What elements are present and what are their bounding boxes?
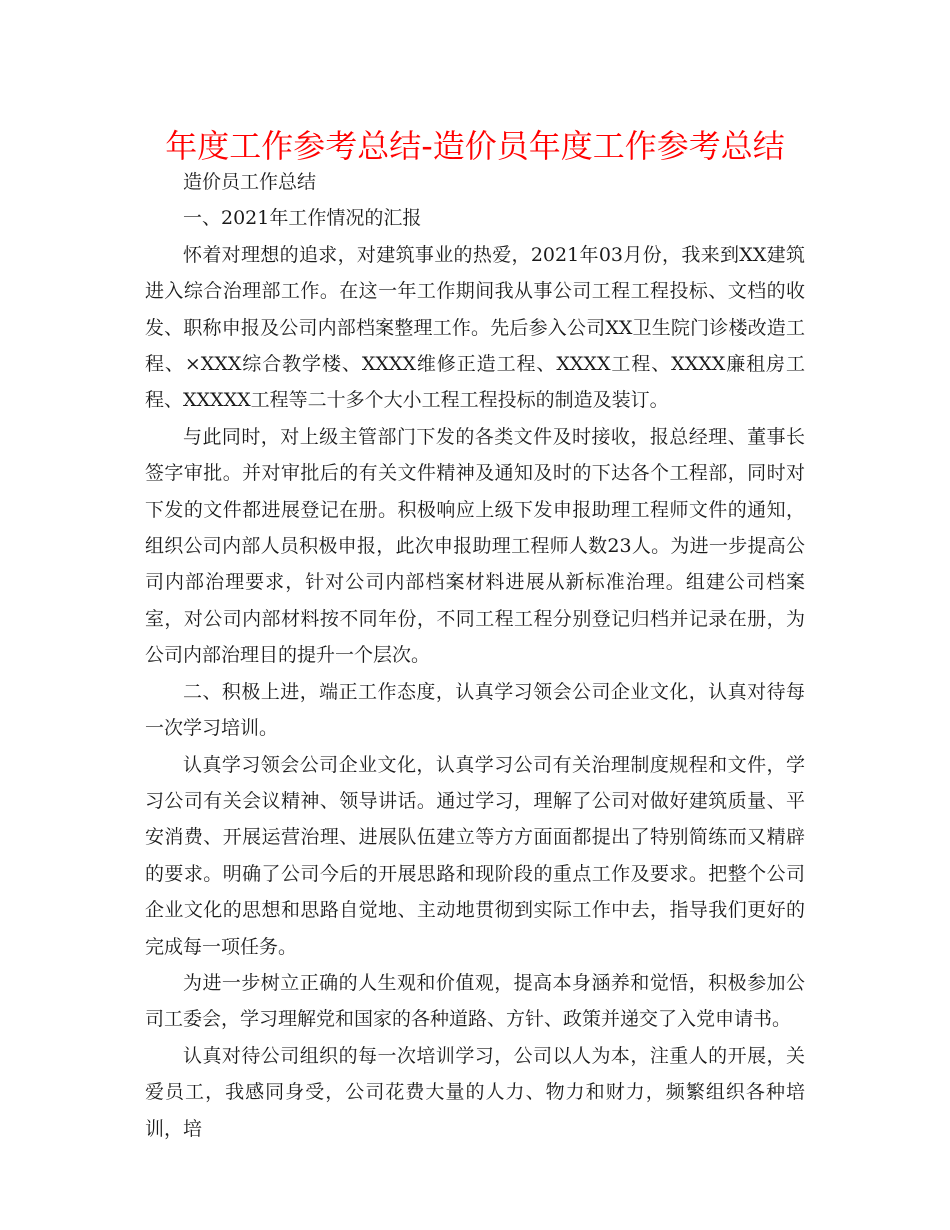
section-heading-1: 一、2021年工作情况的汇报	[183, 207, 422, 230]
paragraph: 认真对待公司组织的每一次培训学习，公司以人为本，注重人的开展，关爱员工，我感同身受，公司花费大量的人力、物力和财力，频繁组织各种培训，培	[145, 1044, 805, 1140]
section-heading-2: 二、积极上进，端正工作态度，认真学习领会公司企业文化，认真对待每一次学习培训。	[145, 680, 805, 740]
section-subtitle: 造价员工作总结	[183, 171, 317, 193]
paragraph: 与此同时，对上级主管部门下发的各类文件及时接收，报总经理、董事长签字审批。并对审批后的有关文件精神及通知及时的下达各个工程部，同时对下发的文件都进展登记在册。积极响应上级下发申报助理工程师文件的通知，组织公司内部人员积极申报，此次申报助理工程师人数23人。为进一步提高公司内部治理要求，针对公司内部档案材料进展从新标准治理。组建公司档案室，对公司内部材料按不同年份，不同工程工程分别登记归档并记录在册，为公司内部治理目的提升一个层次。	[145, 425, 805, 667]
document-body	[145, 164, 805, 1147]
paragraph: 为进一步树立正确的人生观和价值观，提高本身涵养和觉悟，积极参加公司工委会，学习理解党和国家的各种道路、方针、政策并递交了入党申请书。	[145, 971, 805, 1031]
paragraph: 认真学习领会公司企业文化，认真学习公司有关治理制度规程和文件，学习公司有关会议精神、领导讲话。通过学习，理解了公司对做好建筑质量、平安消费、开展运营治理、进展队伍建立等方方面面都提出了特别简练而又精辟的要求。明确了公司今后的开展思路和现阶段的重点工作及要求。把整个公司企业文化的思想和思路自觉地、主动地贯彻到实际工作中去，指导我们更好的完成每一项任务。	[145, 753, 805, 958]
document-title: 年度工作参考总结-造价员年度工作参考总结	[165, 127, 785, 165]
paragraph: 怀着对理想的追求，对建筑事业的热爱，2021年03月份，我来到XX建筑进入综合治理部工作。在这一年工作期间我从事公司工程工程投标、文档的收发、职称申报及公司内部档案整理工作。先后参入公司XX卫生院门诊楼改造工程、×XXX综合教学楼、XXXX维修正造工程、XXXX工程、XXXX廉租房工程、XXXXX工程等二十多个大小工程工程投标的制造及装订。	[145, 243, 805, 412]
